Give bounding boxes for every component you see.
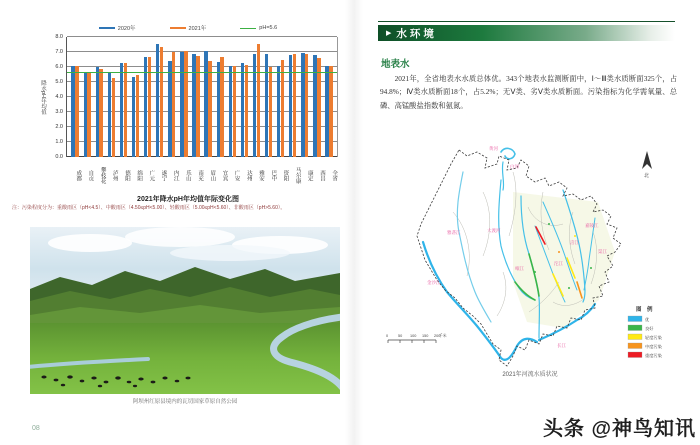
x-tick-label: 内江 [172,169,179,181]
bar-group [190,37,202,157]
y-tick-label: 6.0 [55,64,63,70]
chart-plot-area [66,37,338,157]
x-tick-label: 南充 [197,169,204,181]
bar [253,54,256,157]
bar [325,66,328,157]
bar-group [142,37,154,157]
bar [172,52,175,157]
watermark: 头条 @神鸟知讯 [542,418,696,440]
bar [112,78,115,157]
page-number: 08 [32,425,40,432]
x-tick-label: 德阳 [123,169,130,181]
x-tick-label: 自贡 [87,169,94,181]
river-label: 岷江 [515,266,524,271]
bar-group [214,37,226,157]
bar-group [287,37,299,157]
scale-label: 100 [410,334,417,338]
grassland-photo [30,227,340,394]
river-label: 白河 [510,164,519,169]
map-legend-swatch [628,325,642,331]
scale-label: 0 [386,334,389,338]
section-title: 水环境 [396,28,437,40]
bar-group [178,37,190,157]
bar [217,62,220,157]
section-top-rule [378,21,675,22]
chart-title: 2021年降水pH年均值年际变化图 [137,196,239,203]
bar [156,44,159,157]
river-label: 渠江 [598,249,607,254]
bar [281,60,284,157]
y-axis-title: 降水pH年均值 [40,79,46,115]
bar [75,66,78,158]
map-legend-label: 中度污染 [645,343,662,349]
bar-group [129,37,141,157]
bar [301,53,304,157]
bar-group [311,37,323,157]
bar [229,66,232,157]
bar [184,51,187,158]
river-quality-map [385,137,675,373]
bar [289,55,292,157]
y-tick-label: 0.0 [55,154,63,160]
river-label: 涪江 [570,240,579,245]
reference-line [67,72,337,73]
legend-label: 2021年 [188,26,207,32]
map-legend-label: 优 [645,316,650,322]
bar-group [93,37,105,157]
legend-label: pH=5.6 [259,25,278,31]
sichuan-map-art [385,137,675,373]
river-label: 嘉陵江 [585,223,599,228]
map-legend-label: 轻度污染 [645,334,662,340]
x-tick-label: 雅安 [258,169,264,181]
bar-group [263,37,275,157]
y-axis [48,34,66,160]
bar-group [154,37,166,157]
svg-text:图 例: 图 例 [636,307,655,313]
bar [313,55,316,157]
river-label: 沱江 [554,261,563,266]
y-tick-label: 8.0 [55,34,63,40]
bar [257,44,260,157]
x-tick-label: 宜宾 [221,169,228,181]
scale-bar [386,333,447,343]
x-axis-labels [66,157,338,190]
right-page [365,0,695,445]
x-tick-label: 成都 [75,169,82,181]
bar [160,47,163,157]
map-legend-swatch [628,352,642,358]
x-tick-label: 眉山 [209,169,216,181]
bar [233,66,236,157]
legend-swatch [99,27,115,29]
legend-swatch [170,27,186,29]
legend-label: 2020年 [117,26,136,32]
map-legend-label: 重度污染 [645,352,662,358]
x-tick-label: 攀枝花 [99,166,106,184]
bar-group [105,37,117,157]
y-tick-label: 3.0 [55,109,63,115]
x-tick-label: 资阳 [282,169,289,181]
chart-legend [38,22,338,34]
section-banner [378,25,675,41]
bar [192,54,195,157]
bar-group [323,37,335,157]
x-tick-label: 巴中 [270,169,277,181]
river-label: 长江 [557,343,566,348]
map-legend-swatch [628,316,642,322]
bar-group [69,37,81,157]
bar [305,54,308,158]
bars [67,37,337,157]
chart-note: 注：污染程度分为：重酸雨区（pH<4.5）、中酸雨区（4.50≤pH<5.00）、轻酸雨区（5.00≤pH<5.60）、非酸雨区（pH>5.60）。 [12,205,286,211]
precipitation-ph-chart [38,22,338,204]
scale-label: 50 [398,334,403,338]
bar [168,61,171,157]
bar-group [250,37,262,157]
bar [241,63,244,157]
y-tick-label: 4.0 [55,94,63,100]
x-tick-label: 绵阳 [136,169,143,181]
bar [204,51,207,158]
bar-group [202,37,214,157]
bar [329,66,332,158]
x-tick-label: 西昌 [318,169,325,181]
north-arrow-icon [642,151,652,179]
x-tick-label: 康定 [306,169,313,181]
left-page [10,0,350,445]
x-tick-label: 泸州 [111,169,118,181]
x-tick-label: 广元 [148,169,155,181]
subsection-title: 地表水 [381,60,410,70]
bar [277,66,280,158]
map-legend [628,305,663,359]
x-tick-label: 马尔康 [294,166,301,184]
x-tick-label: 全省 [331,169,338,181]
y-tick-label: 1.0 [55,139,63,145]
grassland-photo-art [30,227,340,394]
triangle-icon: ▶ [386,29,392,37]
bar-group [166,37,178,157]
bar [120,63,123,158]
y-tick-label: 5.0 [55,79,63,85]
photo-caption: 阿坝州红原县境内的瓦切国家草原自然公园 [132,399,238,405]
river-label: 雅砻江 [447,230,461,235]
river-label: 金沙江 [427,280,441,285]
bar [87,72,90,158]
bar-group [299,37,311,157]
x-tick-label: 达州 [245,169,252,181]
scale-unit: 千米 [439,334,447,338]
x-tick-label: 广安 [233,169,240,181]
bar [99,69,102,158]
map-legend-swatch [628,334,642,340]
bar-group [275,37,287,157]
bar [136,75,139,157]
legend-swatch [240,28,256,29]
bar-group [81,37,93,157]
bar-group [226,37,238,157]
scale-label: 200 [434,334,441,338]
bar [96,67,99,157]
y-tick-label: 7.0 [55,49,63,55]
map-legend-swatch [628,343,642,349]
bar [71,66,74,158]
river-label: 大渡河 [487,228,501,233]
bar [180,52,183,157]
bar [293,54,296,158]
svg-text:北: 北 [644,173,650,179]
x-tick-label: 乐山 [184,169,191,181]
bar-group [117,37,129,157]
bar [265,54,268,157]
bar [124,63,127,158]
bar [84,72,87,157]
x-tick-label: 遂宁 [160,169,167,181]
river-label: 黄河 [489,146,498,151]
bar [245,65,248,157]
y-tick-label: 2.0 [55,124,63,130]
map-legend-label: 良好 [645,325,654,331]
body-paragraph: 2021年，全省地表水水质总体优。343个地表水监测断面中，Ⅰ～Ⅲ类水质断面325个，占94.8%；Ⅳ类水质断面18个，占5.2%；无Ⅴ类、劣Ⅴ类水质断面。污染指标为化学需氧量、总磷、高锰酸盐指数和氨氮。 [380,74,677,110]
bar-group [238,37,250,157]
bar [108,73,111,157]
bar [208,61,211,157]
map-caption: 2021年河流水质状况 [502,372,558,378]
scale-label: 150 [422,334,429,338]
bar [269,67,272,157]
bar [132,77,135,157]
